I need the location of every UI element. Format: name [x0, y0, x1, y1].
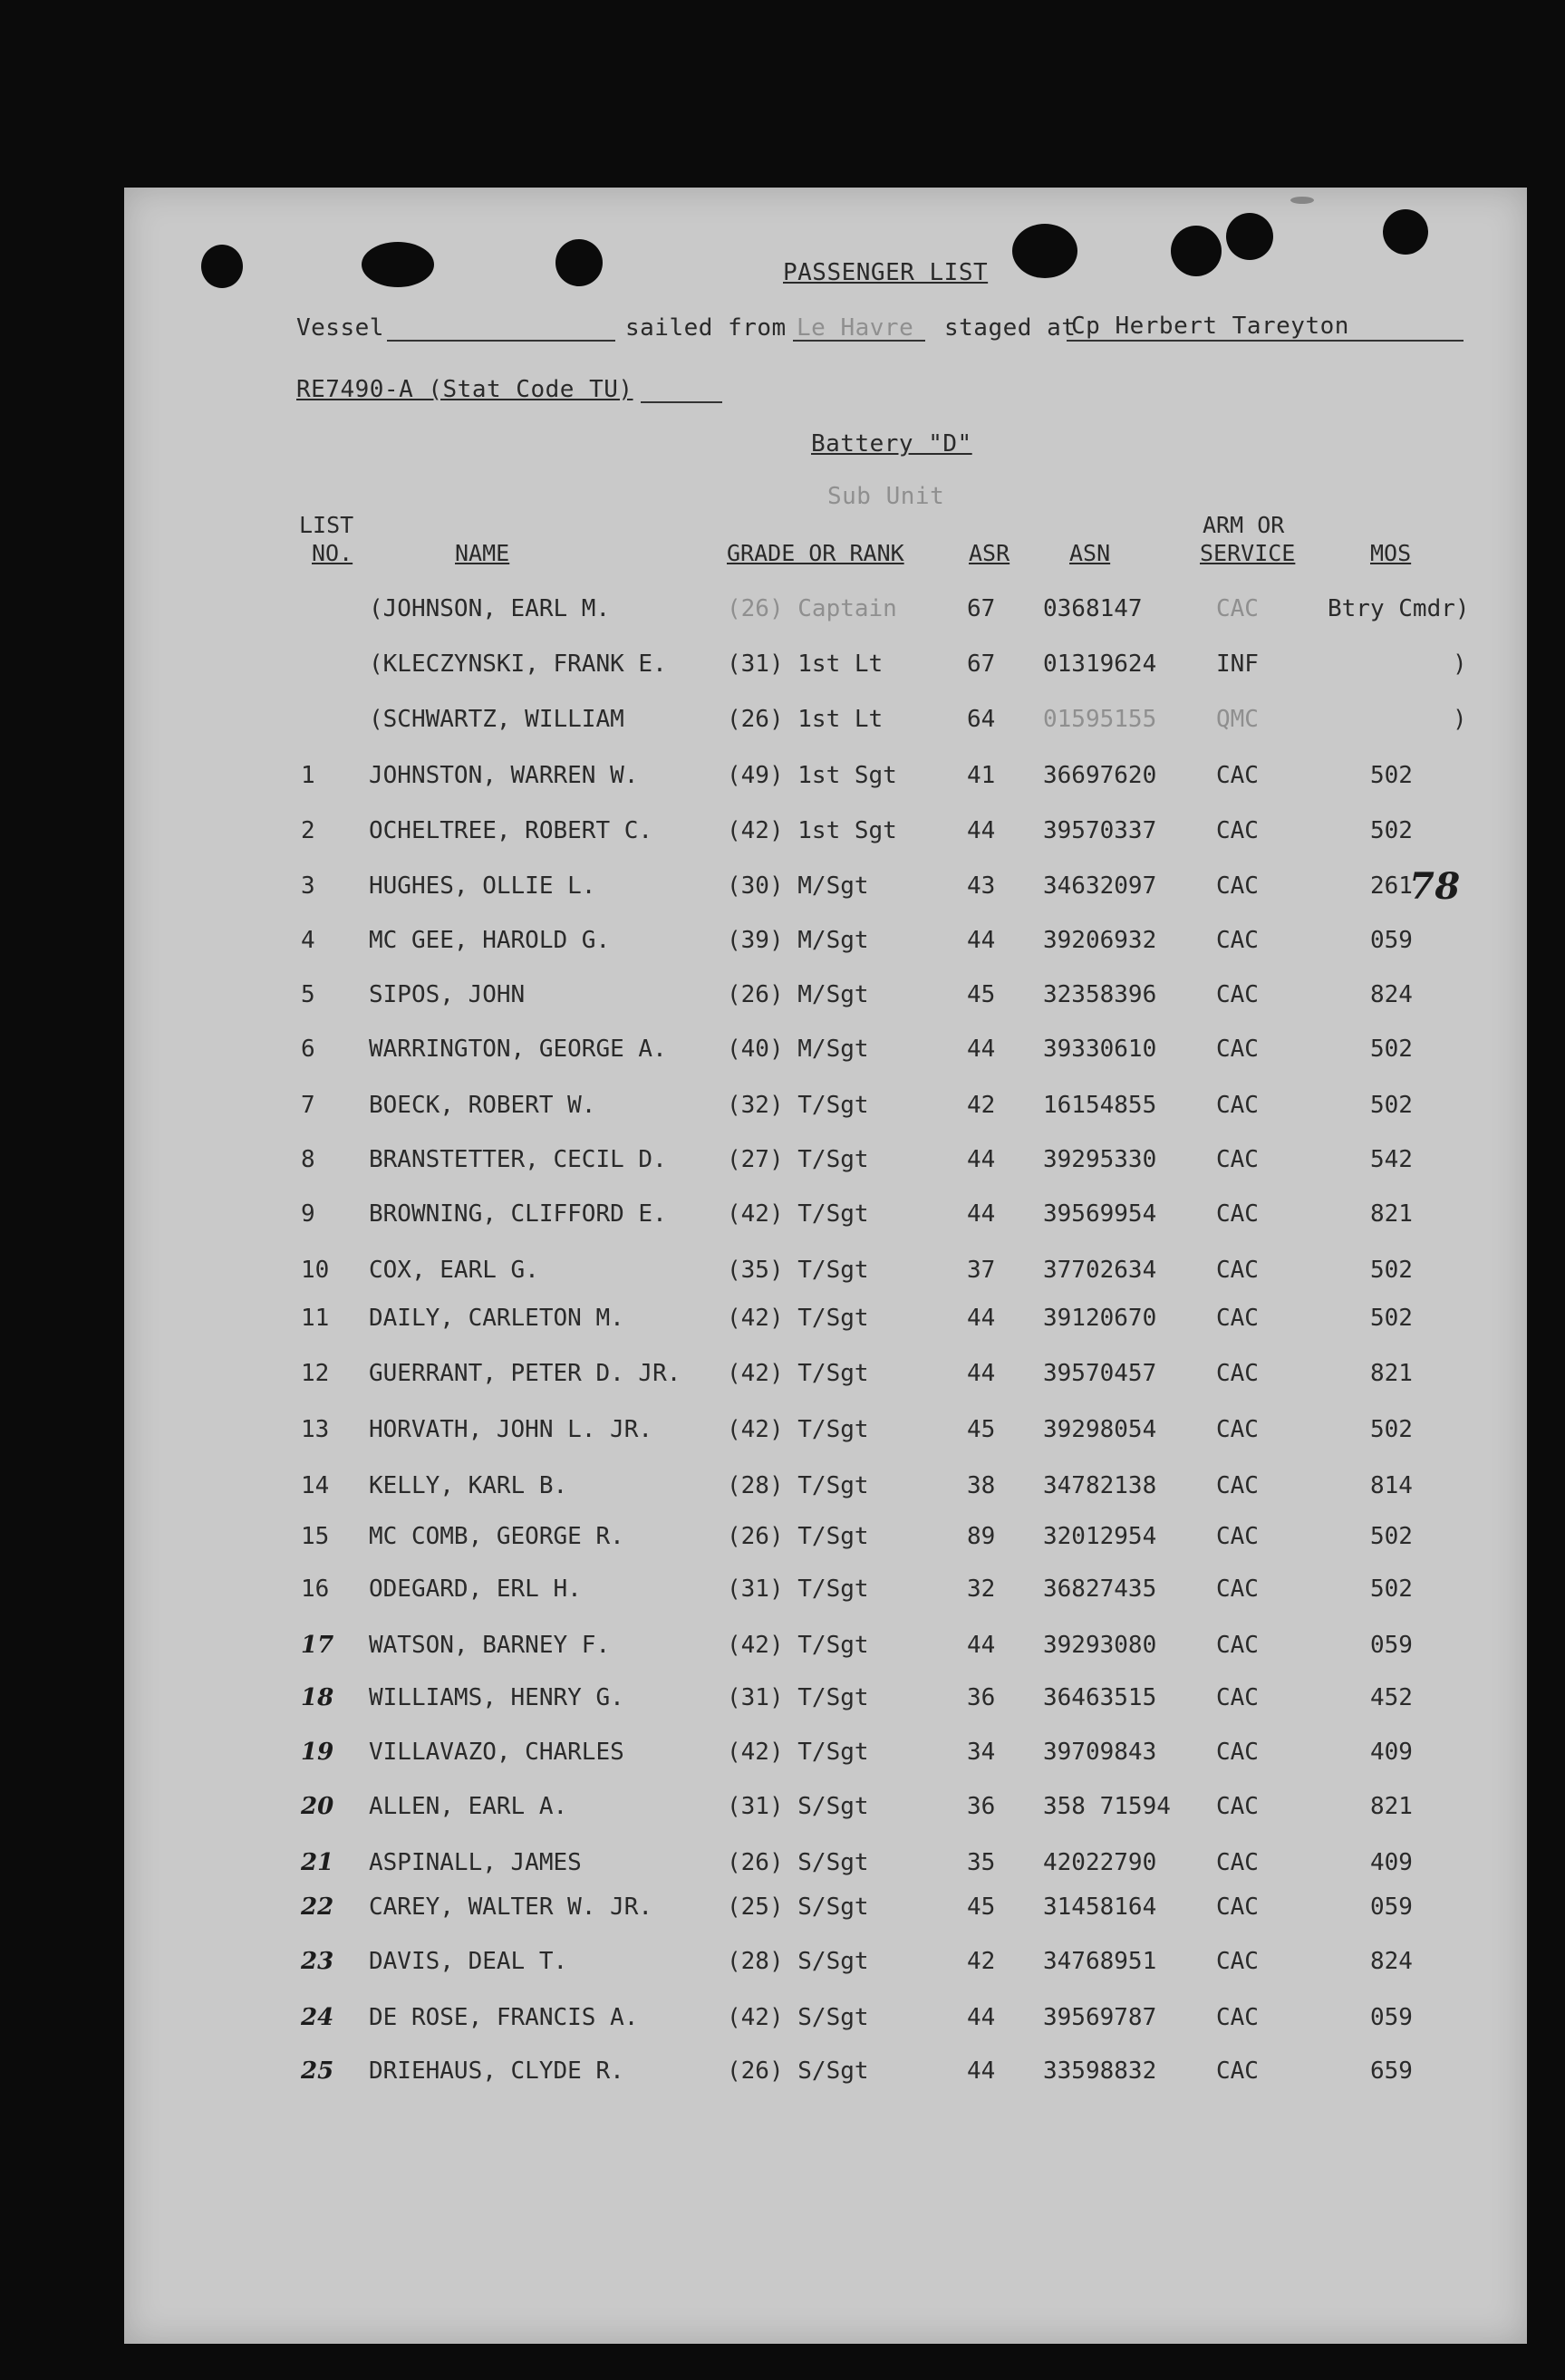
- page-mark: 78: [1409, 865, 1461, 908]
- passenger-mos: 261: [1370, 872, 1413, 900]
- passenger-arm: CAC: [1216, 1523, 1259, 1550]
- officer-asn: 0368147: [1043, 595, 1143, 622]
- passenger-arm: CAC: [1216, 1146, 1259, 1173]
- passenger-asn: 39298054: [1043, 1416, 1157, 1443]
- passenger-asr: 38: [967, 1472, 996, 1499]
- vessel-blank: [387, 340, 615, 342]
- passenger-name: HUGHES, OLLIE L.: [369, 872, 596, 900]
- passenger-asn: 36827435: [1043, 1575, 1157, 1603]
- punch-hole: [1012, 224, 1077, 278]
- table-row: [124, 981, 1527, 1017]
- passenger-asr: 44: [967, 1360, 996, 1387]
- passenger-asn: 39330610: [1043, 1036, 1157, 1063]
- passenger-arm: CAC: [1216, 1305, 1259, 1332]
- passenger-grade: (25) S/Sgt: [727, 1893, 869, 1921]
- row-number: 21: [301, 1849, 334, 1876]
- passenger-arm: CAC: [1216, 1739, 1259, 1766]
- passenger-arm: CAC: [1216, 981, 1259, 1008]
- col-list-no-line2: NO.: [312, 540, 353, 566]
- passenger-mos: 824: [1370, 981, 1413, 1008]
- passenger-asn: 39293080: [1043, 1632, 1157, 1659]
- officer-asr: 64: [967, 706, 996, 733]
- passenger-asr: 34: [967, 1739, 996, 1766]
- passenger-grade: (39) M/Sgt: [727, 927, 869, 954]
- page-title: PASSENGER LIST: [783, 259, 989, 286]
- passenger-name: BOECK, ROBERT W.: [369, 1092, 596, 1119]
- passenger-asr: 42: [967, 1948, 996, 1975]
- passenger-arm: CAC: [1216, 817, 1259, 844]
- row-number: 23: [301, 1948, 334, 1975]
- officer-mos: ): [1453, 650, 1467, 678]
- officer-row: [124, 650, 1527, 687]
- passenger-asr: 42: [967, 1092, 996, 1119]
- passenger-grade: (26) T/Sgt: [727, 1523, 869, 1550]
- passenger-name: COX, EARL G.: [369, 1257, 539, 1284]
- passenger-arm: CAC: [1216, 1575, 1259, 1603]
- passenger-name: DAILY, CARLETON M.: [369, 1305, 624, 1332]
- table-row: [124, 1200, 1527, 1237]
- row-number: 4: [301, 927, 315, 954]
- officer-arm: INF: [1216, 650, 1259, 678]
- passenger-arm: CAC: [1216, 2057, 1259, 2085]
- passenger-asn: 36463515: [1043, 1684, 1157, 1711]
- officer-name: (KLECZYNSKI, FRANK E.: [369, 650, 667, 678]
- sailed-from-blank: [793, 340, 925, 342]
- passenger-name: ALLEN, EARL A.: [369, 1793, 568, 1820]
- passenger-grade: (42) T/Sgt: [727, 1360, 869, 1387]
- col-asr: ASR: [969, 540, 1010, 566]
- unit-title: Battery "D": [811, 430, 972, 458]
- passenger-asn: 39569954: [1043, 1200, 1157, 1228]
- passenger-name: WARRINGTON, GEORGE A.: [369, 1036, 667, 1063]
- passenger-grade: (42) T/Sgt: [727, 1200, 869, 1228]
- passenger-mos: 059: [1370, 1893, 1413, 1921]
- document-page: [124, 188, 1527, 2344]
- officer-arm: CAC: [1216, 595, 1259, 622]
- passenger-mos: 502: [1370, 1416, 1413, 1443]
- passenger-asn: 39570337: [1043, 817, 1157, 844]
- passenger-asr: 44: [967, 1146, 996, 1173]
- row-number: 3: [301, 872, 315, 900]
- passenger-asr: 36: [967, 1684, 996, 1711]
- staged-value: Cp Herbert Tareyton: [1071, 313, 1349, 340]
- row-number: 13: [301, 1416, 330, 1443]
- passenger-asr: 44: [967, 2057, 996, 2085]
- passenger-grade: (42) S/Sgt: [727, 2004, 869, 2031]
- officer-asr: 67: [967, 595, 996, 622]
- passenger-grade: (42) 1st Sgt: [727, 817, 897, 844]
- passenger-mos: 542: [1370, 1146, 1413, 1173]
- passenger-asn: 39570457: [1043, 1360, 1157, 1387]
- passenger-arm: CAC: [1216, 1632, 1259, 1659]
- passenger-asn: 16154855: [1043, 1092, 1157, 1119]
- passenger-name: ODEGARD, ERL H.: [369, 1575, 582, 1603]
- passenger-mos: 502: [1370, 1257, 1413, 1284]
- row-number: 18: [301, 1684, 334, 1711]
- officer-grade: (26) 1st Lt: [727, 706, 884, 733]
- passenger-name: ASPINALL, JAMES: [369, 1849, 582, 1876]
- passenger-arm: CAC: [1216, 1257, 1259, 1284]
- col-arm: [1200, 511, 1295, 567]
- passenger-grade: (30) M/Sgt: [727, 872, 869, 900]
- passenger-asr: 44: [967, 817, 996, 844]
- passenger-mos: 502: [1370, 1092, 1413, 1119]
- table-row: [124, 2004, 1527, 2040]
- passenger-name: DAVIS, DEAL T.: [369, 1948, 568, 1975]
- passenger-asr: 44: [967, 2004, 996, 2031]
- sailed-from-label: sailed from: [625, 314, 787, 342]
- officer-mos: ): [1453, 706, 1467, 733]
- passenger-asn: 39120670: [1043, 1305, 1157, 1332]
- passenger-asn: 36697620: [1043, 762, 1157, 789]
- officer-row: [124, 595, 1527, 631]
- passenger-asn: 34632097: [1043, 872, 1157, 900]
- passenger-grade: (35) T/Sgt: [727, 1257, 869, 1284]
- col-arm-line1: ARM OR: [1203, 512, 1285, 538]
- passenger-arm: CAC: [1216, 1200, 1259, 1228]
- passenger-name: BROWNING, CLIFFORD E.: [369, 1200, 667, 1228]
- reference-code: RE7490-A (Stat Code TU): [296, 376, 633, 403]
- passenger-arm: CAC: [1216, 1360, 1259, 1387]
- passenger-mos: 409: [1370, 1739, 1413, 1766]
- punch-hole: [362, 242, 434, 287]
- passenger-grade: (42) T/Sgt: [727, 1305, 869, 1332]
- passenger-asn: 39569787: [1043, 2004, 1157, 2031]
- passenger-mos: 502: [1370, 1305, 1413, 1332]
- row-number: 6: [301, 1036, 315, 1063]
- passenger-grade: (49) 1st Sgt: [727, 762, 897, 789]
- row-number: 5: [301, 981, 315, 1008]
- table-row: [124, 1416, 1527, 1452]
- passenger-asr: 36: [967, 1793, 996, 1820]
- passenger-name: CAREY, WALTER W. JR.: [369, 1893, 653, 1921]
- row-number: 17: [301, 1632, 334, 1659]
- officer-grade: (31) 1st Lt: [727, 650, 884, 678]
- table-row: [124, 1893, 1527, 1930]
- passenger-asn: 358 71594: [1043, 1793, 1171, 1820]
- table-row: [124, 1146, 1527, 1182]
- passenger-name: WILLIAMS, HENRY G.: [369, 1684, 624, 1711]
- row-number: 1: [301, 762, 315, 789]
- punch-hole: [1383, 209, 1428, 255]
- passenger-mos: 659: [1370, 2057, 1413, 2085]
- staged-blank: [1067, 340, 1464, 342]
- staged-label: staged at: [944, 314, 1077, 342]
- table-row: [124, 1257, 1527, 1293]
- officer-arm: QMC: [1216, 706, 1259, 733]
- passenger-asr: 45: [967, 1893, 996, 1921]
- passenger-name: HORVATH, JOHN L. JR.: [369, 1416, 653, 1443]
- officer-row: [124, 706, 1527, 742]
- passenger-grade: (28) S/Sgt: [727, 1948, 869, 1975]
- passenger-name: BRANSTETTER, CECIL D.: [369, 1146, 667, 1173]
- row-number: 15: [301, 1523, 330, 1550]
- officer-asr: 67: [967, 650, 996, 678]
- passenger-arm: CAC: [1216, 927, 1259, 954]
- passenger-mos: 409: [1370, 1849, 1413, 1876]
- table-row: [124, 1472, 1527, 1508]
- passenger-asr: 44: [967, 1036, 996, 1063]
- row-number: 24: [301, 2004, 334, 2031]
- passenger-arm: CAC: [1216, 1793, 1259, 1820]
- passenger-name: WATSON, BARNEY F.: [369, 1632, 611, 1659]
- table-row: [124, 1632, 1527, 1668]
- passenger-grade: (28) T/Sgt: [727, 1472, 869, 1499]
- col-asn: ASN: [1069, 540, 1111, 566]
- passenger-mos: 814: [1370, 1472, 1413, 1499]
- passenger-mos: 502: [1370, 1523, 1413, 1550]
- ink-smudge: [1290, 197, 1314, 204]
- officer-grade: (26) Captain: [727, 595, 897, 622]
- passenger-arm: CAC: [1216, 1472, 1259, 1499]
- table-row: [124, 762, 1527, 798]
- row-number: 16: [301, 1575, 330, 1603]
- passenger-asn: 32012954: [1043, 1523, 1157, 1550]
- table-row: [124, 2057, 1527, 2094]
- table-row: [124, 1575, 1527, 1612]
- table-row: [124, 1739, 1527, 1775]
- passenger-grade: (26) S/Sgt: [727, 2057, 869, 2085]
- row-number: 9: [301, 1200, 315, 1228]
- passenger-name: KELLY, KARL B.: [369, 1472, 568, 1499]
- passenger-asr: 37: [967, 1257, 996, 1284]
- passenger-grade: (31) T/Sgt: [727, 1575, 869, 1603]
- table-row: [124, 872, 1527, 909]
- passenger-mos: 059: [1370, 927, 1413, 954]
- row-number: 22: [301, 1893, 334, 1921]
- officer-name: (SCHWARTZ, WILLIAM: [369, 706, 624, 733]
- col-list-no-line1: LIST: [299, 512, 354, 538]
- punch-hole: [1226, 213, 1273, 260]
- vessel-label: Vessel: [296, 314, 384, 342]
- passenger-asn: 39709843: [1043, 1739, 1157, 1766]
- table-row: [124, 1948, 1527, 1984]
- passenger-grade: (26) S/Sgt: [727, 1849, 869, 1876]
- passenger-asn: 42022790: [1043, 1849, 1157, 1876]
- passenger-name: DE ROSE, FRANCIS A.: [369, 2004, 639, 2031]
- passenger-mos: 821: [1370, 1200, 1413, 1228]
- officer-asn: 01319624: [1043, 650, 1157, 678]
- row-number: 2: [301, 817, 315, 844]
- passenger-asn: 33598832: [1043, 2057, 1157, 2085]
- passenger-grade: (31) S/Sgt: [727, 1793, 869, 1820]
- passenger-name: DRIEHAUS, CLYDE R.: [369, 2057, 624, 2085]
- passenger-asr: 35: [967, 1849, 996, 1876]
- passenger-asr: 44: [967, 927, 996, 954]
- punch-hole: [1171, 226, 1222, 276]
- passenger-arm: CAC: [1216, 1684, 1259, 1711]
- passenger-asr: 44: [967, 1632, 996, 1659]
- passenger-asn: 34782138: [1043, 1472, 1157, 1499]
- passenger-mos: 502: [1370, 817, 1413, 844]
- row-number: 20: [301, 1793, 334, 1820]
- row-number: 12: [301, 1360, 330, 1387]
- passenger-asr: 45: [967, 1416, 996, 1443]
- passenger-arm: CAC: [1216, 1893, 1259, 1921]
- passenger-name: SIPOS, JOHN: [369, 981, 526, 1008]
- passenger-mos: 452: [1370, 1684, 1413, 1711]
- passenger-grade: (42) T/Sgt: [727, 1632, 869, 1659]
- row-number: 10: [301, 1257, 330, 1284]
- passenger-grade: (42) T/Sgt: [727, 1416, 869, 1443]
- sub-unit-label: Sub Unit: [827, 483, 945, 510]
- passenger-arm: CAC: [1216, 1849, 1259, 1876]
- officer-mos: Btry Cmdr): [1328, 595, 1470, 622]
- passenger-arm: CAC: [1216, 1416, 1259, 1443]
- row-number: 11: [301, 1305, 330, 1332]
- passenger-asr: 89: [967, 1523, 996, 1550]
- passenger-name: JOHNSTON, WARREN W.: [369, 762, 639, 789]
- table-row: [124, 1684, 1527, 1720]
- passenger-name: MC COMB, GEORGE R.: [369, 1523, 624, 1550]
- table-row: [124, 1360, 1527, 1396]
- passenger-asn: 31458164: [1043, 1893, 1157, 1921]
- passenger-asn: 39206932: [1043, 927, 1157, 954]
- col-list-no: [299, 511, 353, 567]
- passenger-name: GUERRANT, PETER D. JR.: [369, 1360, 681, 1387]
- passenger-grade: (42) T/Sgt: [727, 1739, 869, 1766]
- passenger-grade: (40) M/Sgt: [727, 1036, 869, 1063]
- passenger-mos: 502: [1370, 1575, 1413, 1603]
- passenger-asr: 44: [967, 1200, 996, 1228]
- row-number: 8: [301, 1146, 315, 1173]
- passenger-arm: CAC: [1216, 872, 1259, 900]
- officer-asn: 01595155: [1043, 706, 1157, 733]
- row-number: 14: [301, 1472, 330, 1499]
- passenger-asn: 32358396: [1043, 981, 1157, 1008]
- passenger-grade: (31) T/Sgt: [727, 1684, 869, 1711]
- table-row: [124, 1305, 1527, 1341]
- passenger-arm: CAC: [1216, 1036, 1259, 1063]
- passenger-grade: (27) T/Sgt: [727, 1146, 869, 1173]
- row-number: 7: [301, 1092, 315, 1119]
- table-row: [124, 817, 1527, 853]
- passenger-asn: 34768951: [1043, 1948, 1157, 1975]
- passenger-asn: 37702634: [1043, 1257, 1157, 1284]
- passenger-mos: 821: [1370, 1793, 1413, 1820]
- passenger-grade: (26) M/Sgt: [727, 981, 869, 1008]
- table-row: [124, 1523, 1527, 1559]
- reference-blank: [641, 401, 722, 403]
- passenger-mos: 502: [1370, 1036, 1413, 1063]
- punch-hole: [555, 239, 603, 286]
- col-arm-line2: SERVICE: [1200, 540, 1296, 566]
- passenger-name: OCHELTREE, ROBERT C.: [369, 817, 653, 844]
- passenger-mos: 502: [1370, 762, 1413, 789]
- row-number: 19: [301, 1739, 334, 1766]
- passenger-grade: (32) T/Sgt: [727, 1092, 869, 1119]
- passenger-asr: 45: [967, 981, 996, 1008]
- table-row: [124, 1793, 1527, 1829]
- passenger-arm: CAC: [1216, 762, 1259, 789]
- col-grade: GRADE OR RANK: [727, 540, 904, 566]
- table-row: [124, 1036, 1527, 1072]
- passenger-mos: 059: [1370, 2004, 1413, 2031]
- passenger-mos: 821: [1370, 1360, 1413, 1387]
- col-name: NAME: [455, 540, 510, 566]
- passenger-arm: CAC: [1216, 1948, 1259, 1975]
- passenger-name: MC GEE, HAROLD G.: [369, 927, 611, 954]
- passenger-asr: 32: [967, 1575, 996, 1603]
- passenger-mos: 059: [1370, 1632, 1413, 1659]
- passenger-asr: 44: [967, 1305, 996, 1332]
- passenger-name: VILLAVAZO, CHARLES: [369, 1739, 624, 1766]
- passenger-arm: CAC: [1216, 1092, 1259, 1119]
- passenger-arm: CAC: [1216, 2004, 1259, 2031]
- table-row: [124, 1849, 1527, 1885]
- col-mos: MOS: [1370, 540, 1412, 566]
- passenger-asr: 43: [967, 872, 996, 900]
- row-number: 25: [301, 2057, 334, 2085]
- table-row: [124, 927, 1527, 963]
- officer-name: (JOHNSON, EARL M.: [369, 595, 611, 622]
- passenger-asn: 39295330: [1043, 1146, 1157, 1173]
- sailed-from-value: Le Havre: [797, 314, 914, 342]
- passenger-asr: 41: [967, 762, 996, 789]
- punch-hole: [201, 245, 243, 288]
- passenger-mos: 824: [1370, 1948, 1413, 1975]
- table-row: [124, 1092, 1527, 1128]
